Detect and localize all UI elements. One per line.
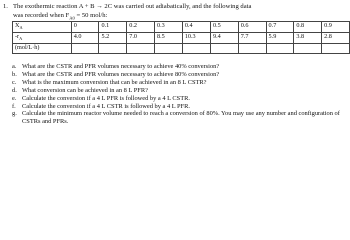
- table-row-unit: [13, 44, 350, 54]
- table-cell-conversion: 0: [71, 22, 99, 33]
- table-cell-empty: [127, 44, 155, 54]
- table-cell-rate: 4.0: [71, 33, 99, 44]
- question-item: [12, 110, 344, 126]
- question-text: What is the maximum conversion that can be achieved in an 8 L CSTR?: [22, 78, 207, 86]
- table-cell-empty: [182, 44, 210, 54]
- table-cell-empty: [155, 44, 183, 54]
- problem-intro-tail: = 50 mol/h:: [74, 12, 108, 19]
- table-cell-conversion: 0.5: [210, 22, 238, 33]
- label-ra-main: -r: [15, 33, 20, 41]
- cropped-text-edge: [12, 138, 342, 142]
- table-cell-empty: [238, 44, 266, 54]
- table-cell-conversion: 0.7: [266, 22, 294, 33]
- question-letter: e.: [12, 94, 17, 102]
- table-cell-empty: [294, 44, 322, 54]
- table-cell-rate: 2.8: [322, 33, 350, 44]
- question-item: [12, 63, 344, 71]
- table-label-rate: [13, 33, 72, 44]
- question-item: [12, 103, 344, 111]
- table-cell-empty: [210, 44, 238, 54]
- table-cell-empty: [99, 44, 127, 54]
- data-table: [12, 21, 350, 54]
- table-cell-conversion: 0.1: [99, 22, 127, 33]
- problem-intro-line1: The exothermic reaction A + B → 2C was carried out adiabatically, and the following data: [13, 3, 252, 10]
- question-text: Calculate the conversion if a 4 L PFR is followed by a 4 L CSTR.: [22, 94, 190, 102]
- table-cell-rate: 10.3: [182, 33, 210, 44]
- question-text: What are the CSTR and PFR volumes necessary to achieve 40% conversion?: [22, 63, 220, 70]
- question-letter: b.: [12, 70, 17, 78]
- table-cell-rate: 5.9: [266, 33, 294, 44]
- question-letter: a.: [12, 63, 17, 70]
- question-item: [12, 79, 344, 87]
- table-cell-rate: 9.4: [210, 33, 238, 44]
- table-cell-conversion: 0.8: [294, 22, 322, 33]
- problem-statement: [3, 2, 343, 22]
- table-cell-empty: [266, 44, 294, 54]
- question-text: What conversion can be achieved in an 8 L PFR?: [22, 86, 148, 94]
- table-label-conversion: [13, 22, 72, 33]
- table-cell-rate: 7.7: [238, 33, 266, 44]
- label-ra-sub: A: [19, 36, 23, 42]
- table-cell-rate: 5.2: [99, 33, 127, 44]
- table-cell-conversion: 0.3: [155, 22, 183, 33]
- problem-intro-subscript: A0: [69, 15, 75, 21]
- question-letter: c.: [12, 78, 17, 86]
- table-cell-empty: [71, 44, 99, 54]
- question-list: [12, 63, 344, 126]
- problem-intro-line2-text: was recorded when F: [13, 12, 70, 19]
- label-xa-sub: A: [19, 25, 23, 31]
- question-letter: g.: [12, 110, 17, 118]
- table-row-rate: [13, 33, 350, 44]
- question-text: Calculate the conversion if a 4 L CSTR is followed by a 4 L PFR.: [22, 102, 190, 110]
- table-cell-conversion: 0.2: [127, 22, 155, 33]
- table-cell-conversion: 0.9: [322, 22, 350, 33]
- table-cell-conversion: 0.4: [182, 22, 210, 33]
- question-item: [12, 95, 344, 103]
- question-letter: f.: [12, 102, 16, 110]
- table-cell-rate: 7.0: [127, 33, 155, 44]
- problem-number: 1.: [3, 3, 8, 10]
- question-text: Calculate the minimum reactor volume needed to reach a conversion of 80%. You may use any number and configuration of CSTRs and PFRs.: [22, 110, 340, 126]
- table-row-conversion: [13, 22, 350, 33]
- question-item: [12, 87, 344, 95]
- table-cell-empty: [322, 44, 350, 54]
- label-xa-main: X: [15, 22, 20, 29]
- data-table-body: [13, 22, 350, 54]
- question-letter: d.: [12, 86, 17, 94]
- table-cell-rate: 8.5: [155, 33, 183, 44]
- table-unit-label: (mol/L·h): [13, 44, 72, 54]
- question-text: What are the CSTR and PFR volumes necessary to achieve 80% conversion?: [22, 70, 220, 78]
- table-cell-rate: 3.8: [294, 33, 322, 44]
- table-cell-conversion: 0.6: [238, 22, 266, 33]
- question-item: [12, 71, 344, 79]
